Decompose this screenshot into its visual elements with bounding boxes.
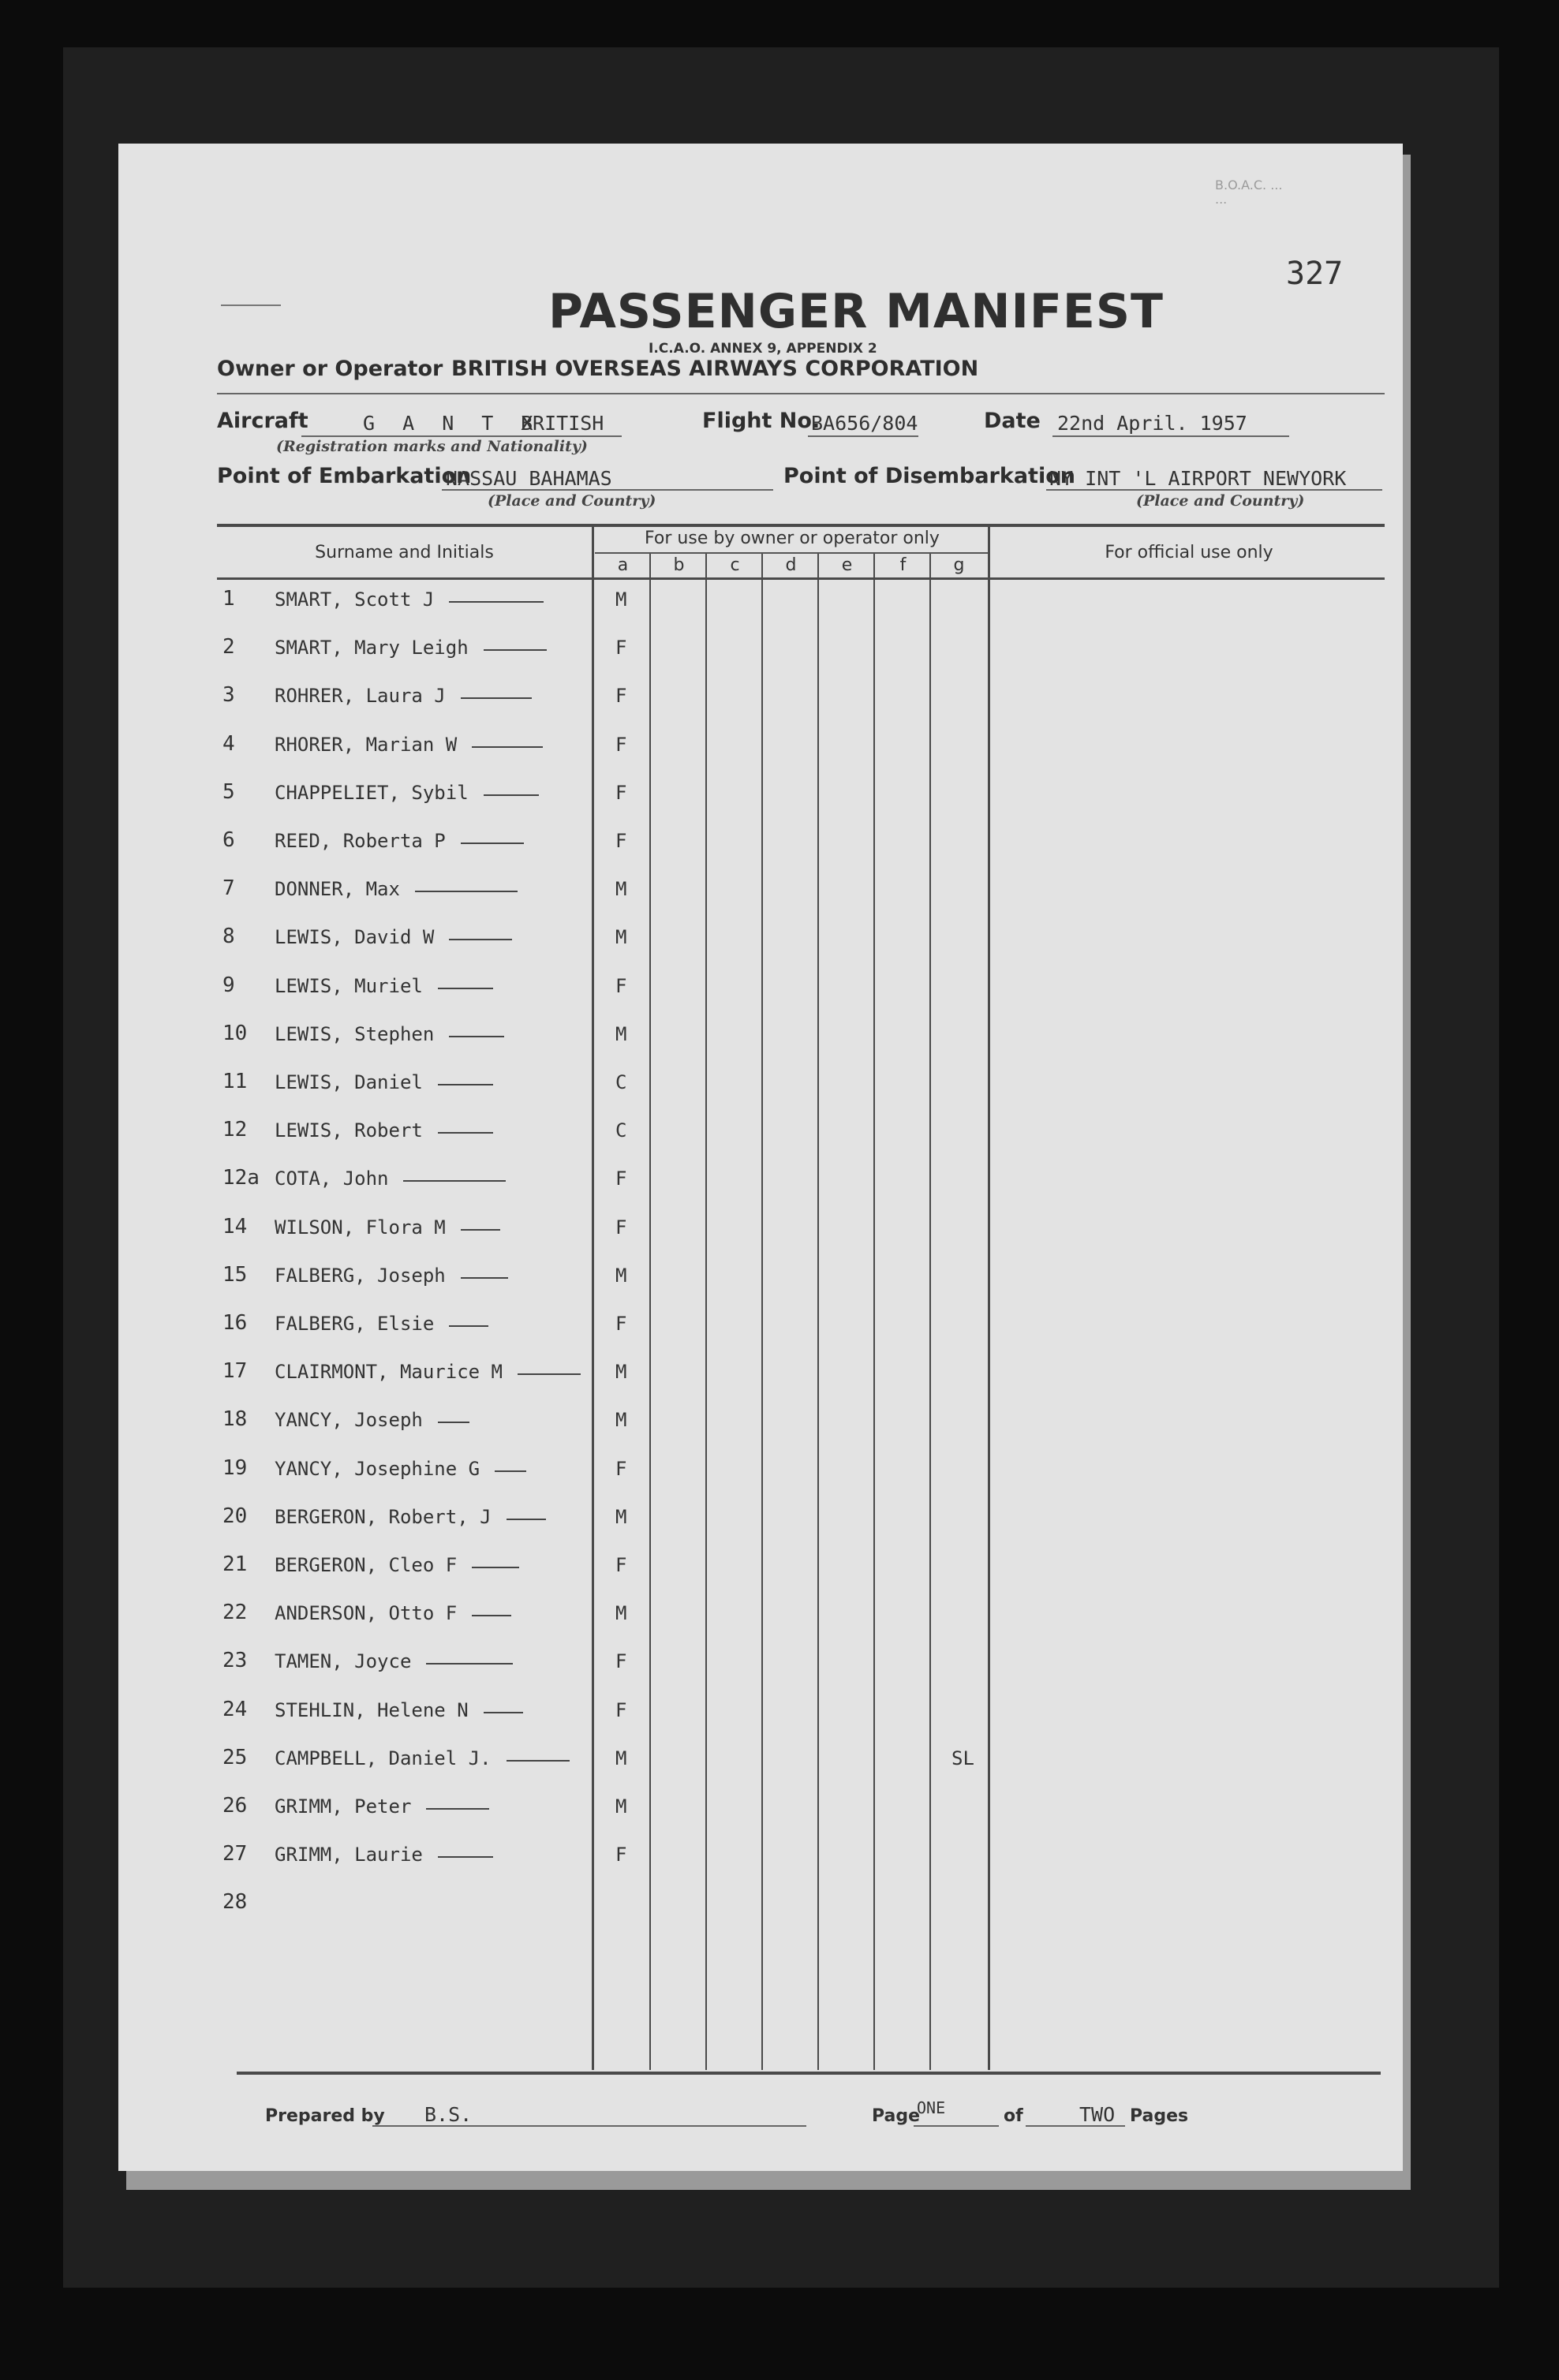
prepared-by-label: Prepared by: [265, 2106, 385, 2126]
row-number: 24: [222, 1697, 248, 1721]
passenger-name: GRIMM, Laurie: [275, 1844, 423, 1866]
table-row: [118, 1642, 1403, 1691]
page-subtitle: I.C.A.O. ANNEX 9, APPENDIX 2: [649, 341, 877, 357]
owner-rule: [217, 393, 1385, 394]
table-row: [118, 1450, 1403, 1498]
disembarkation-label: Point of Disembarkation: [783, 464, 1075, 488]
passenger-name: CLAIRMONT, Maurice M: [275, 1361, 503, 1384]
owner-value: BRITISH OVERSEAS AIRWAYS CORPORATION: [451, 357, 979, 381]
row-number: 6: [222, 828, 235, 852]
col-letter-a: a: [617, 555, 629, 575]
handwritten-dash: [438, 1132, 493, 1134]
passenger-name: STEHLIN, Helene N: [275, 1698, 469, 1721]
passenger-category: F: [615, 1650, 627, 1673]
passenger-rows: [118, 581, 1403, 2072]
passenger-name: YANCY, Josephine G: [275, 1457, 480, 1480]
table-row: [118, 1546, 1403, 1594]
aircraft-label: Aircraft: [217, 409, 308, 433]
table-row: [118, 1305, 1403, 1353]
passenger-category: M: [615, 1747, 627, 1769]
row-number: 28: [222, 1890, 248, 1915]
stray-mark: [221, 305, 281, 306]
passenger-name: DONNER, Max: [275, 878, 400, 901]
owner-label: Owner or Operator: [217, 357, 443, 381]
passenger-name: TAMEN, Joyce: [275, 1650, 412, 1673]
stamp-line-1: B.O.A.C. ...: [1215, 177, 1283, 192]
passenger-category: F: [615, 1168, 627, 1190]
passenger-category: M: [615, 588, 627, 611]
handwritten-dash: [484, 649, 547, 651]
passenger-category: M: [615, 1264, 627, 1287]
passenger-name: LEWIS, Robert: [275, 1119, 423, 1142]
passenger-name: LEWIS, Stephen: [275, 1022, 435, 1045]
row-number: 25: [222, 1745, 248, 1769]
handwritten-dash: [438, 1084, 493, 1085]
aircraft-underline: [301, 435, 622, 437]
date-value: 22nd April. 1957: [1057, 412, 1247, 435]
passenger-name: BERGERON, Cleo F: [275, 1554, 458, 1576]
manifest-sheet: [118, 144, 1403, 2171]
passenger-category: F: [615, 974, 627, 997]
row-number: 26: [222, 1794, 248, 1818]
passenger-category: M: [615, 1409, 627, 1432]
table-row: [118, 581, 1403, 629]
table-row: [118, 1353, 1403, 1401]
row-number: 3: [222, 683, 235, 708]
passenger-category: F: [615, 1698, 627, 1721]
passenger-category: F: [615, 1216, 627, 1239]
passenger-category: M: [615, 878, 627, 901]
row-number: 17: [222, 1359, 248, 1384]
table-row: [118, 1691, 1403, 1739]
passenger-name: FALBERG, Joseph: [275, 1264, 446, 1287]
table-row: [118, 1015, 1403, 1063]
table-row: [118, 1884, 1403, 1932]
handwritten-dash: [461, 697, 532, 699]
passenger-name: ROHRER, Laura J: [275, 685, 446, 708]
passenger-category: M: [615, 1795, 627, 1818]
row-number: 8: [222, 925, 235, 949]
aircraft-registration: G A N T X: [363, 412, 541, 435]
col-letter-g: g: [953, 555, 965, 575]
table-row: [118, 967, 1403, 1015]
row-number: 2: [222, 635, 235, 659]
table-row: [118, 822, 1403, 870]
passenger-name: COTA, John: [275, 1168, 389, 1190]
table-row: [118, 1209, 1403, 1257]
embarkation-value: NASSAU BAHAMAS: [446, 467, 612, 490]
table-row: [118, 1739, 1403, 1788]
col-official-header: For official use only: [1105, 543, 1273, 562]
passenger-name: RHORER, Marian W: [275, 733, 458, 756]
passenger-category: F: [615, 1313, 627, 1335]
passenger-category: C: [615, 1119, 627, 1142]
col-letter-b: b: [673, 555, 685, 575]
handwritten-dash: [484, 794, 539, 796]
passenger-category: F: [615, 1844, 627, 1866]
passenger-category: F: [615, 1554, 627, 1576]
date-underline: [1052, 435, 1289, 437]
row-number: 27: [222, 1842, 248, 1866]
pages-label: Pages: [1130, 2106, 1189, 2126]
table-top-rule: [217, 524, 1385, 527]
handwritten-dash: [438, 988, 493, 989]
passenger-name: CAMPBELL, Daniel J.: [275, 1747, 492, 1769]
table-row: [118, 1836, 1403, 1884]
passenger-name: FALBERG, Elsie: [275, 1313, 435, 1335]
handwritten-dash: [426, 1808, 489, 1810]
row-number: 1: [222, 587, 235, 611]
passenger-name: LEWIS, Muriel: [275, 974, 423, 997]
embarkation-hint: (Place and Country): [488, 492, 656, 510]
handwritten-dash: [449, 1325, 488, 1327]
row-number: 9: [222, 973, 235, 997]
embarkation-underline: [442, 489, 773, 491]
row-number: 5: [222, 779, 235, 804]
flight-value: BA656/804: [811, 412, 918, 435]
passenger-category: F: [615, 830, 627, 852]
passenger-category: C: [615, 1071, 627, 1093]
handwritten-dash: [518, 1373, 581, 1375]
table-row: [118, 1063, 1403, 1112]
handwritten-dash: [472, 1567, 519, 1568]
table-row: [118, 1160, 1403, 1208]
table-row: [118, 1112, 1403, 1160]
col-letter-e: e: [841, 555, 853, 575]
handwritten-dash: [472, 746, 543, 748]
row-number: 21: [222, 1552, 248, 1576]
page-value: ONE: [917, 2098, 946, 2117]
column-g-remark: SL: [951, 1747, 974, 1769]
passenger-name: ANDERSON, Otto F: [275, 1602, 458, 1625]
row-number: 12: [222, 1118, 248, 1142]
table-row: [118, 1257, 1403, 1305]
prepared-by-value: B.S.: [424, 2103, 473, 2126]
handwritten-dash: [461, 1277, 508, 1279]
page-number: 327: [1286, 256, 1344, 292]
embarkation-label: Point of Embarkation: [217, 464, 472, 488]
handwritten-dash: [415, 891, 518, 892]
passenger-category: F: [615, 1457, 627, 1480]
aircraft-nationality: BRITISH: [521, 412, 604, 435]
col-letter-f: f: [899, 555, 907, 575]
passenger-name: BERGERON, Robert, J: [275, 1505, 492, 1528]
table-row: [118, 918, 1403, 966]
passenger-category: M: [615, 1022, 627, 1045]
archive-stamp: [1215, 178, 1282, 207]
passenger-name: CHAPPELIET, Sybil: [275, 781, 469, 804]
passenger-category: F: [615, 637, 627, 659]
row-number: 12a: [222, 1166, 260, 1190]
handwritten-dash: [438, 1856, 493, 1858]
table-header-rule: [217, 577, 1385, 580]
col-operator-header: For use by owner or operator only: [645, 529, 940, 548]
table-bottom-rule: [237, 2072, 1381, 2075]
handwritten-dash: [472, 1615, 511, 1616]
passenger-name: SMART, Mary Leigh: [275, 637, 469, 659]
row-number: 23: [222, 1649, 248, 1673]
passenger-name: LEWIS, David W: [275, 926, 435, 949]
passenger-category: M: [615, 1361, 627, 1384]
letter-columns-header: [595, 555, 987, 575]
row-number: 22: [222, 1601, 248, 1625]
disembarkation-hint: (Place and Country): [1136, 492, 1305, 510]
row-number: 4: [222, 731, 235, 756]
table-row: [118, 1594, 1403, 1642]
flight-label: Flight No.: [702, 409, 821, 433]
row-number: 14: [222, 1214, 248, 1239]
handwritten-dash: [438, 1422, 469, 1423]
total-pages-underline: [1026, 2125, 1125, 2127]
handwritten-dash: [426, 1663, 513, 1665]
total-pages-value: TWO: [1079, 2103, 1116, 2126]
passenger-name: REED, Roberta P: [275, 830, 446, 852]
table-row: [118, 1401, 1403, 1449]
passenger-category: M: [615, 926, 627, 949]
handwritten-dash: [484, 1712, 523, 1713]
table-row: [118, 870, 1403, 918]
row-number: 20: [222, 1504, 248, 1528]
handwritten-dash: [449, 601, 544, 603]
passenger-category: F: [615, 685, 627, 708]
row-number: 15: [222, 1262, 248, 1287]
of-label: of: [1004, 2106, 1023, 2126]
table-row: [118, 774, 1403, 822]
col-letter-c: c: [730, 555, 740, 575]
row-number: 19: [222, 1455, 248, 1480]
handwritten-dash: [449, 939, 512, 940]
page-title: PASSENGER MANIFEST: [548, 284, 1164, 339]
passenger-category: F: [615, 781, 627, 804]
table-row: [118, 1788, 1403, 1836]
row-number: 7: [222, 876, 235, 901]
passenger-name: LEWIS, Daniel: [275, 1071, 423, 1093]
col-surname-header: Surname and Initials: [315, 543, 494, 562]
passenger-name: WILSON, Flora M: [275, 1216, 446, 1239]
handwritten-dash: [461, 1229, 500, 1231]
date-label: Date: [984, 409, 1041, 433]
row-number: 11: [222, 1070, 248, 1093]
passenger-category: M: [615, 1602, 627, 1625]
handwritten-dash: [495, 1470, 526, 1472]
prepared-by-underline: [372, 2125, 806, 2127]
handwritten-dash: [461, 843, 524, 844]
passenger-name: SMART, Scott J: [275, 588, 435, 611]
handwritten-dash: [507, 1760, 570, 1762]
passenger-name: GRIMM, Peter: [275, 1795, 412, 1818]
row-number: 18: [222, 1407, 248, 1432]
flight-underline: [808, 435, 918, 437]
page-label: Page: [872, 2106, 921, 2126]
stamp-line-2: ...: [1215, 192, 1228, 207]
table-row: [118, 726, 1403, 774]
passenger-category: F: [615, 733, 627, 756]
aircraft-hint: (Registration marks and Nationality): [276, 438, 588, 455]
table-row: [118, 677, 1403, 725]
table-row: [118, 1498, 1403, 1546]
disembarkation-underline: [1046, 489, 1382, 491]
row-number: 10: [222, 1021, 248, 1045]
table-row: [118, 629, 1403, 677]
disembarkation-value: NY INT 'L AIRPORT NEWYORK: [1049, 467, 1347, 490]
passenger-name: YANCY, Joseph: [275, 1409, 423, 1432]
handwritten-dash: [449, 1036, 504, 1037]
passenger-category: M: [615, 1505, 627, 1528]
row-number: 16: [222, 1311, 248, 1335]
page-underline: [914, 2125, 999, 2127]
handwritten-dash: [507, 1519, 546, 1520]
col-letter-d: d: [785, 555, 797, 575]
handwritten-dash: [403, 1180, 506, 1182]
